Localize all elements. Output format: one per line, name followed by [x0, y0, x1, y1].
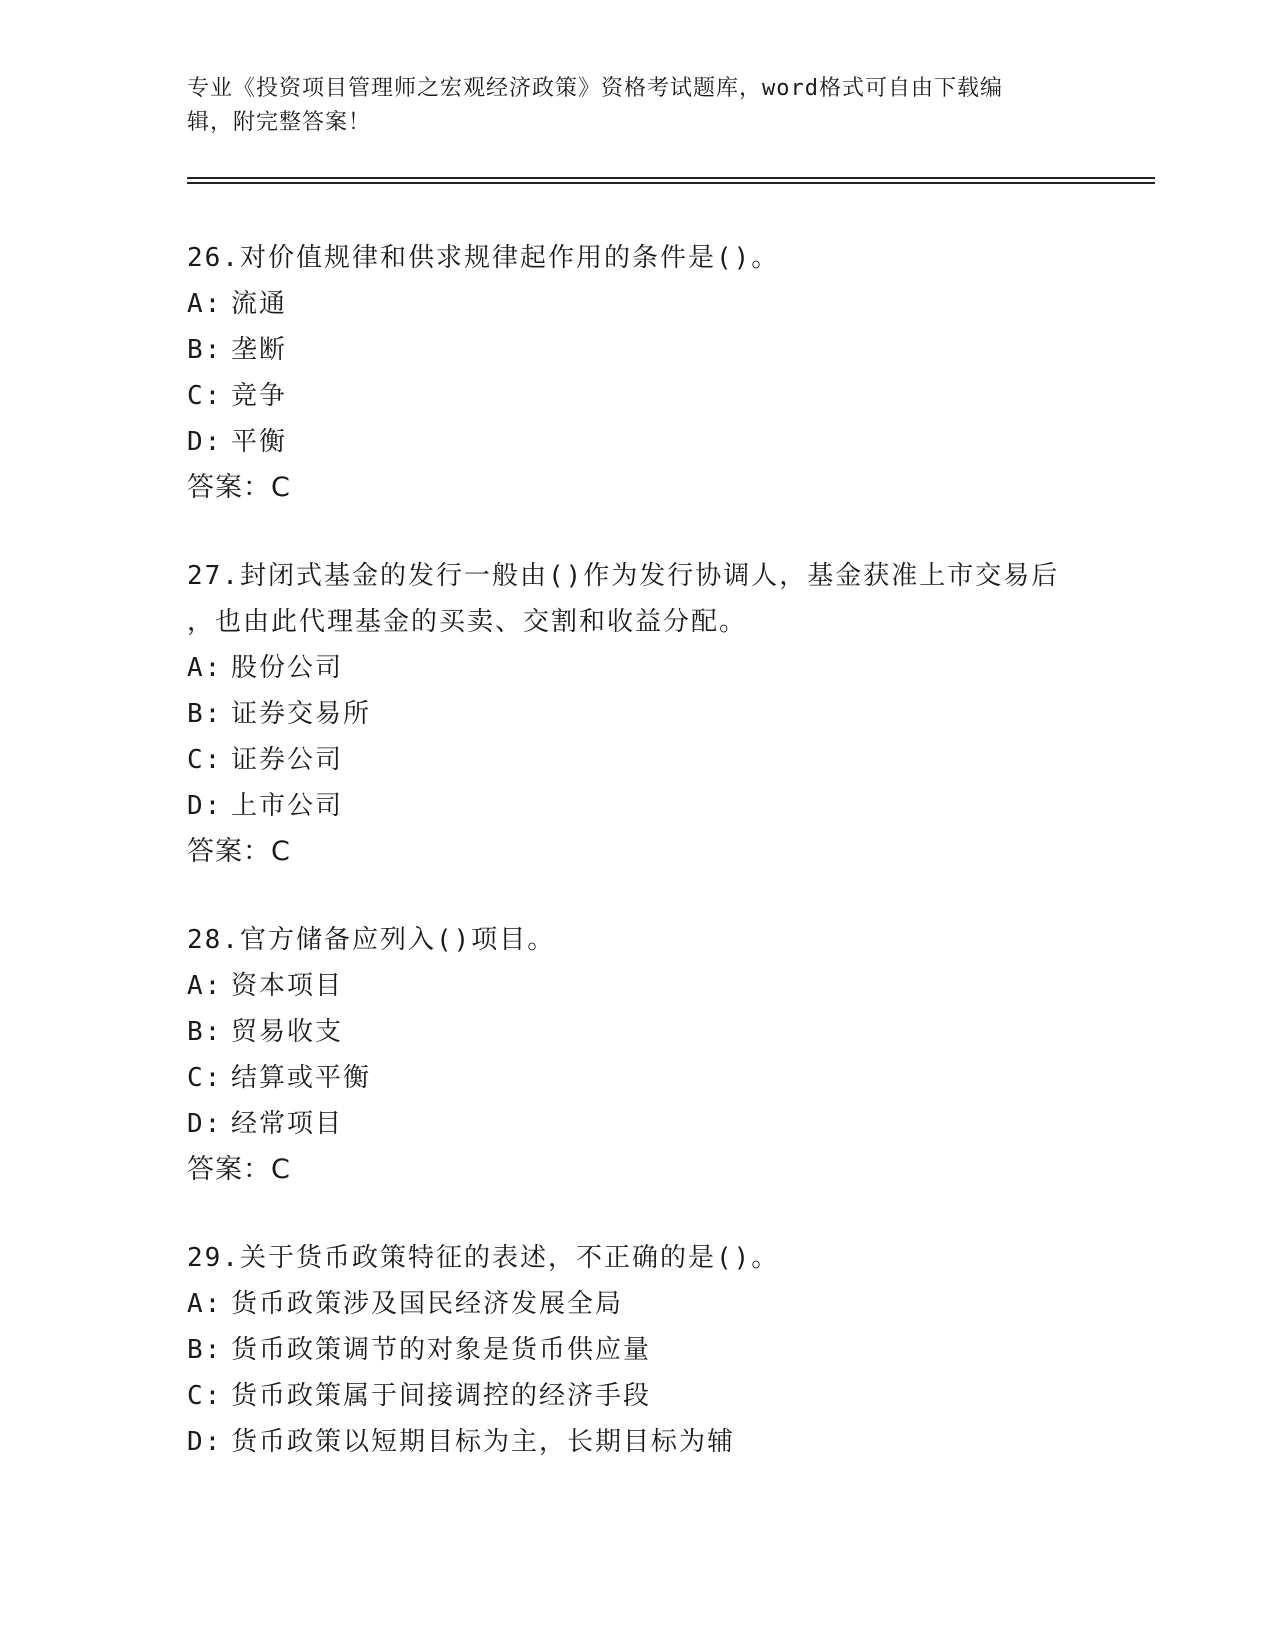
option-key: A: — [187, 289, 223, 319]
option-b — [187, 327, 1155, 373]
question-27 — [187, 553, 1155, 875]
option-d — [187, 783, 1155, 829]
option-text: 经常项目 — [231, 1109, 344, 1139]
option-a — [187, 963, 1155, 1009]
option-text: 平衡 — [231, 427, 288, 457]
option-text: 结算或平衡 — [231, 1063, 372, 1093]
answer: 答案：C — [187, 836, 291, 867]
question-stem: 28.官方储备应列入()项目。 — [187, 925, 556, 955]
option-d — [187, 1419, 1155, 1465]
option-key: D: — [187, 427, 223, 457]
option-a — [187, 645, 1155, 691]
option-b — [187, 1327, 1155, 1373]
option-text: 上市公司 — [231, 791, 344, 821]
option-d — [187, 1101, 1155, 1147]
option-text: 股份公司 — [231, 653, 344, 683]
question-stem-continued: ，也由此代理基金的买卖、交割和收益分配。 — [187, 607, 748, 637]
option-key: B: — [187, 1335, 223, 1365]
option-text: 货币政策属于间接调控的经济手段 — [231, 1381, 652, 1411]
option-c — [187, 1055, 1155, 1101]
option-text: 证券交易所 — [231, 699, 372, 729]
option-key: D: — [187, 1427, 223, 1457]
option-text: 货币政策涉及国民经济发展全局 — [231, 1289, 624, 1319]
option-text: 货币政策调节的对象是货币供应量 — [231, 1335, 652, 1365]
answer: 答案：C — [187, 472, 291, 503]
header-line-2: 辑，附完整答案！ — [187, 110, 372, 135]
option-key: A: — [187, 971, 223, 1001]
question-stem: 27.封闭式基金的发行一般由()作为发行协调人，基金获准上市交易后 — [187, 561, 1060, 591]
question-list — [187, 235, 1155, 1507]
option-c — [187, 1373, 1155, 1419]
question-stem: 26.对价值规律和供求规律起作用的条件是()。 — [187, 243, 780, 273]
question-29 — [187, 1235, 1155, 1465]
option-a — [187, 281, 1155, 327]
option-key: B: — [187, 335, 223, 365]
answer: 答案：C — [187, 1154, 291, 1185]
option-a — [187, 1281, 1155, 1327]
option-text: 流通 — [231, 289, 288, 319]
option-c — [187, 737, 1155, 783]
option-text: 贸易收支 — [231, 1017, 344, 1047]
option-d — [187, 419, 1155, 465]
question-stem: 29.关于货币政策特征的表述，不正确的是()。 — [187, 1243, 780, 1273]
option-key: C: — [187, 381, 223, 411]
header-divider-bottom — [187, 182, 1155, 184]
option-key: B: — [187, 1017, 223, 1047]
option-text: 货币政策以短期目标为主，长期目标为辅 — [231, 1427, 736, 1457]
question-26 — [187, 235, 1155, 511]
option-text: 证券公司 — [231, 745, 344, 775]
option-key: B: — [187, 699, 223, 729]
option-key: D: — [187, 791, 223, 821]
option-key: C: — [187, 1063, 223, 1093]
option-key: A: — [187, 1289, 223, 1319]
option-b — [187, 691, 1155, 737]
header-line-1: 专业《投资项目管理师之宏观经济政策》资格考试题库，word格式可自由下载编 — [187, 76, 1003, 101]
option-text: 垄断 — [231, 335, 288, 365]
option-text: 资本项目 — [231, 971, 344, 1001]
option-key: C: — [187, 1381, 223, 1411]
header-divider-top — [187, 177, 1155, 179]
option-key: D: — [187, 1109, 223, 1139]
question-28 — [187, 917, 1155, 1193]
option-key: C: — [187, 745, 223, 775]
option-key: A: — [187, 653, 223, 683]
option-text: 竞争 — [231, 381, 288, 411]
document-header — [187, 72, 1087, 140]
option-c — [187, 373, 1155, 419]
option-b — [187, 1009, 1155, 1055]
